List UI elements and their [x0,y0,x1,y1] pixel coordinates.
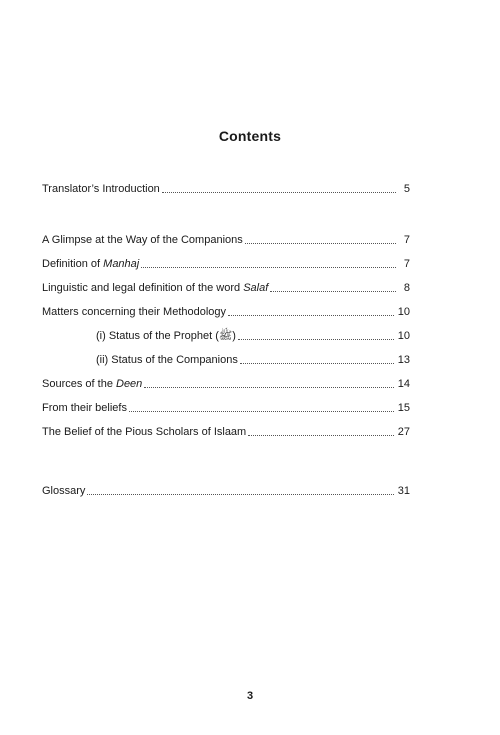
toc-entry-label: Matters concerning their Methodology [42,306,227,318]
toc-entry-definition-manhaj[interactable] [42,255,410,271]
toc-entry-definition-salaf[interactable] [42,279,410,295]
toc-entry-page: 5 [403,183,410,195]
toc-entry-label: The Belief of the Pious Scholars of Islaam [42,426,247,438]
toc-entry-pious-scholars[interactable] [42,423,410,439]
toc-group-intro [42,180,410,196]
dot-leader [270,290,396,292]
page-number: 3 [246,690,254,702]
toc-entry-page: 14 [397,378,410,390]
dot-leader [144,386,393,388]
toc-entry-label: Sources of the Deen [42,378,143,390]
dot-leader [240,362,394,364]
toc-entry-page: 10 [397,306,410,318]
toc-entry-glossary[interactable] [42,482,410,498]
toc-entry-page: 13 [397,354,410,366]
toc-entry-page: 8 [403,282,410,294]
toc-entry-page: 10 [397,330,410,342]
toc-entry-glimpse[interactable] [42,231,410,247]
dot-leader [129,410,394,412]
dot-leader [228,314,394,316]
dot-leader [87,493,393,495]
toc-entry-label: From their beliefs [42,402,127,414]
dot-leader [162,191,396,193]
toc-entry-their-beliefs[interactable] [42,399,410,415]
toc-entry-page: 7 [403,258,410,270]
dot-leader [238,338,394,340]
toc-entry-page: 31 [397,485,410,497]
dot-leader [141,266,396,268]
toc-group-end [42,482,410,498]
page-title: Contents [218,128,282,144]
toc-entry-label: Definition of Manhaj [42,258,140,270]
toc-entry-label: A Glimpse at the Way of the Companions [42,234,243,246]
toc-entry-methodology[interactable] [42,303,410,319]
dot-leader [248,434,394,436]
toc-entry-sources-deen[interactable] [42,375,410,391]
toc-entry-label: Linguistic and legal definition of the word Salaf [42,282,269,294]
toc-entry-translators-introduction[interactable] [42,180,410,196]
toc-entry-page: 27 [397,426,410,438]
toc-entry-label: (i) Status of the Prophet (ﷺ) [96,330,236,342]
toc-entry-page: 7 [403,234,410,246]
toc-group-main [42,231,410,439]
toc-entry-page: 15 [397,402,410,414]
toc-entry-status-companions[interactable] [42,351,410,367]
toc-entry-status-prophet[interactable] [42,327,410,343]
toc-entry-label: Glossary [42,485,86,497]
dot-leader [245,242,396,244]
toc-entry-label: (ii) Status of the Companions [96,354,238,366]
toc-entry-label: Translator’s Introduction [42,183,160,195]
